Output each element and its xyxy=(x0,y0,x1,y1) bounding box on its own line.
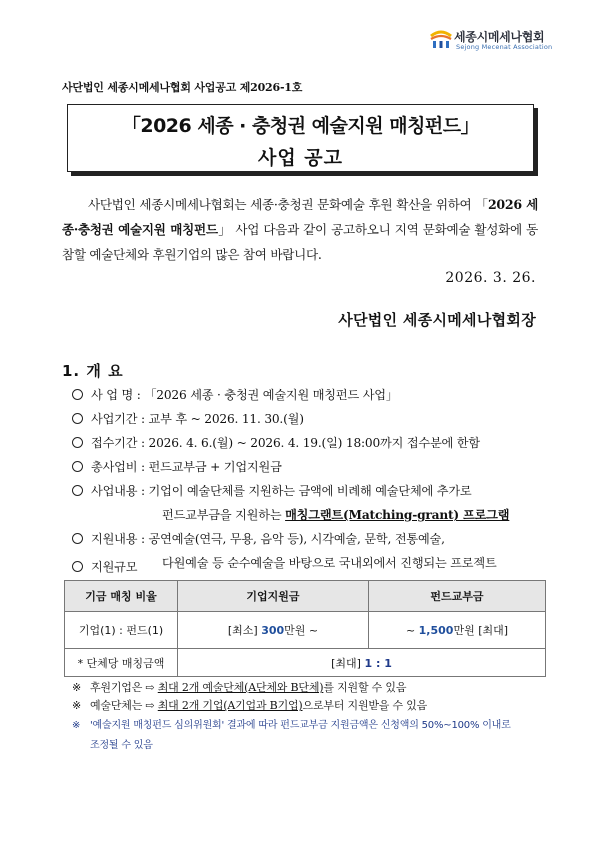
note-committee xyxy=(72,716,511,731)
item-project-name xyxy=(72,386,398,403)
table-cell xyxy=(369,612,546,649)
note-text: 를 지원할 수 있음 xyxy=(323,681,407,694)
notice-number: 사단법인 세종시메세나협회 사업공고 제2026-1호 xyxy=(62,81,303,94)
circle-bullet-icon xyxy=(72,389,83,400)
intro-paragraph xyxy=(62,192,538,267)
note-mark: ※ xyxy=(72,720,81,731)
note-text: 예술단체는 ⇨ xyxy=(90,699,158,712)
item-budget xyxy=(72,458,282,475)
item-application xyxy=(72,434,480,451)
title-line-1: 「2026 세종 · 충청권 예술지원 매칭펀드」 xyxy=(121,115,480,137)
item-text: 지원내용 : 공연예술(연극, 무용, 음악 등), 시각예술, 문학, 전통예술, xyxy=(91,532,445,546)
intro-bold: 2026 세종·충청권 예술지원 매칭펀드 xyxy=(62,197,538,237)
item-text: 사업기간 : 교부 후 ~ 2026. 11. 30.(월) xyxy=(91,412,304,426)
note-text: 후원기업은 ⇨ xyxy=(90,681,158,694)
logo-subtitle: Sejong Mecenat Association xyxy=(456,43,553,51)
item-content-cont xyxy=(162,506,509,523)
table-header: 펀드교부금 xyxy=(369,581,546,612)
table-row xyxy=(65,612,546,649)
table-header-row xyxy=(65,581,546,612)
cell-text: [최소] xyxy=(227,624,262,637)
title-box xyxy=(67,104,534,172)
cell-text: 만원 [최대] xyxy=(453,624,509,637)
note-sponsor xyxy=(72,679,406,695)
note-committee-cont: 조정될 수 있음 xyxy=(90,740,153,751)
item-scope xyxy=(72,530,445,547)
cell-text: ~ xyxy=(405,624,419,637)
table-cell: 기업(1) : 펀드(1) xyxy=(65,612,178,649)
note-text: '예술지원 매칭펀드 심의위원회' 결과에 따라 펀드교부금 지원금액은 신청액의 50%~100% 이내로 xyxy=(90,720,511,731)
item-period xyxy=(72,410,304,427)
intro-text-1: 사단법인 세종시메세나협회는 세종·충청권 문화예술 후원 확산을 위하여 「 xyxy=(88,197,488,212)
circle-bullet-icon xyxy=(72,413,83,424)
note-text: 으로부터 지원받을 수 있음 xyxy=(302,699,428,712)
item-scale xyxy=(72,558,137,575)
circle-bullet-icon xyxy=(72,561,83,572)
organization-name: 사단법인 세종시메세나협회장 xyxy=(338,311,536,329)
item-text: 사업내용 : 기업이 예술단체를 지원하는 금액에 비례해 예술단체에 추가로 xyxy=(91,484,472,498)
note-underline: 최대 2개 기업(A기업과 B기업) xyxy=(157,699,303,712)
item-text: 사 업 명 : 「2026 세종 · 충청권 예술지원 매칭펀드 사업」 xyxy=(91,388,398,402)
cell-highlight: 1,500 xyxy=(418,624,454,637)
circle-bullet-icon xyxy=(72,437,83,448)
announcement-date: 2026. 3. 26. xyxy=(445,270,536,286)
item-text: 총사업비 : 펀드교부금 + 기업지원금 xyxy=(91,460,282,474)
circle-bullet-icon xyxy=(72,533,83,544)
cell-text: [최대] xyxy=(331,656,365,670)
note-underline: 최대 2개 예술단체(A단체와 B단체) xyxy=(157,681,324,694)
cell-text: 만원 ~ xyxy=(284,624,319,637)
item-text: 접수기간 : 2026. 4. 6.(월) ~ 2026. 4. 19.(일) 18:00까지 접수분에 한함 xyxy=(91,436,480,450)
item-text: 지원규모 xyxy=(91,560,138,574)
table-cell xyxy=(178,612,369,649)
note-mark: ※ xyxy=(72,681,82,694)
logo-name: 세종시메세나협회 xyxy=(454,30,545,44)
matching-table xyxy=(64,580,546,677)
circle-bullet-icon xyxy=(72,461,83,472)
item-content xyxy=(72,482,472,499)
circle-bullet-icon xyxy=(72,485,83,496)
cell-highlight: 300 xyxy=(261,624,285,637)
matching-grant-highlight: 매칭그랜트(Matching-grant) 프로그램 xyxy=(285,508,510,522)
table-cell xyxy=(178,649,546,677)
table-cell: * 단체당 매칭금액 xyxy=(65,649,178,677)
title-line-2: 사업 공고 xyxy=(257,147,344,169)
item-text: 펀드교부금을 지원하는 xyxy=(162,508,286,522)
section-title: 1. 개 요 xyxy=(62,362,124,380)
cell-highlight: 1 : 1 xyxy=(364,656,392,670)
note-mark: ※ xyxy=(72,699,82,712)
table-row xyxy=(65,649,546,677)
item-scope-cont: 다원예술 등 순수예술을 바탕으로 국내외에서 진행되는 프로젝트 xyxy=(162,556,497,570)
note-organization xyxy=(72,697,427,713)
logo-icon xyxy=(428,26,454,50)
table-header: 기금 매칭 비율 xyxy=(65,581,178,612)
intro-text-2: 」 사업 다음과 같이 공고하오니 지역 문화예술 활성화에 동참할 예술단체와 후원기업의 많은 참여 바랍니다. xyxy=(62,222,539,262)
table-header: 기업지원금 xyxy=(178,581,369,612)
